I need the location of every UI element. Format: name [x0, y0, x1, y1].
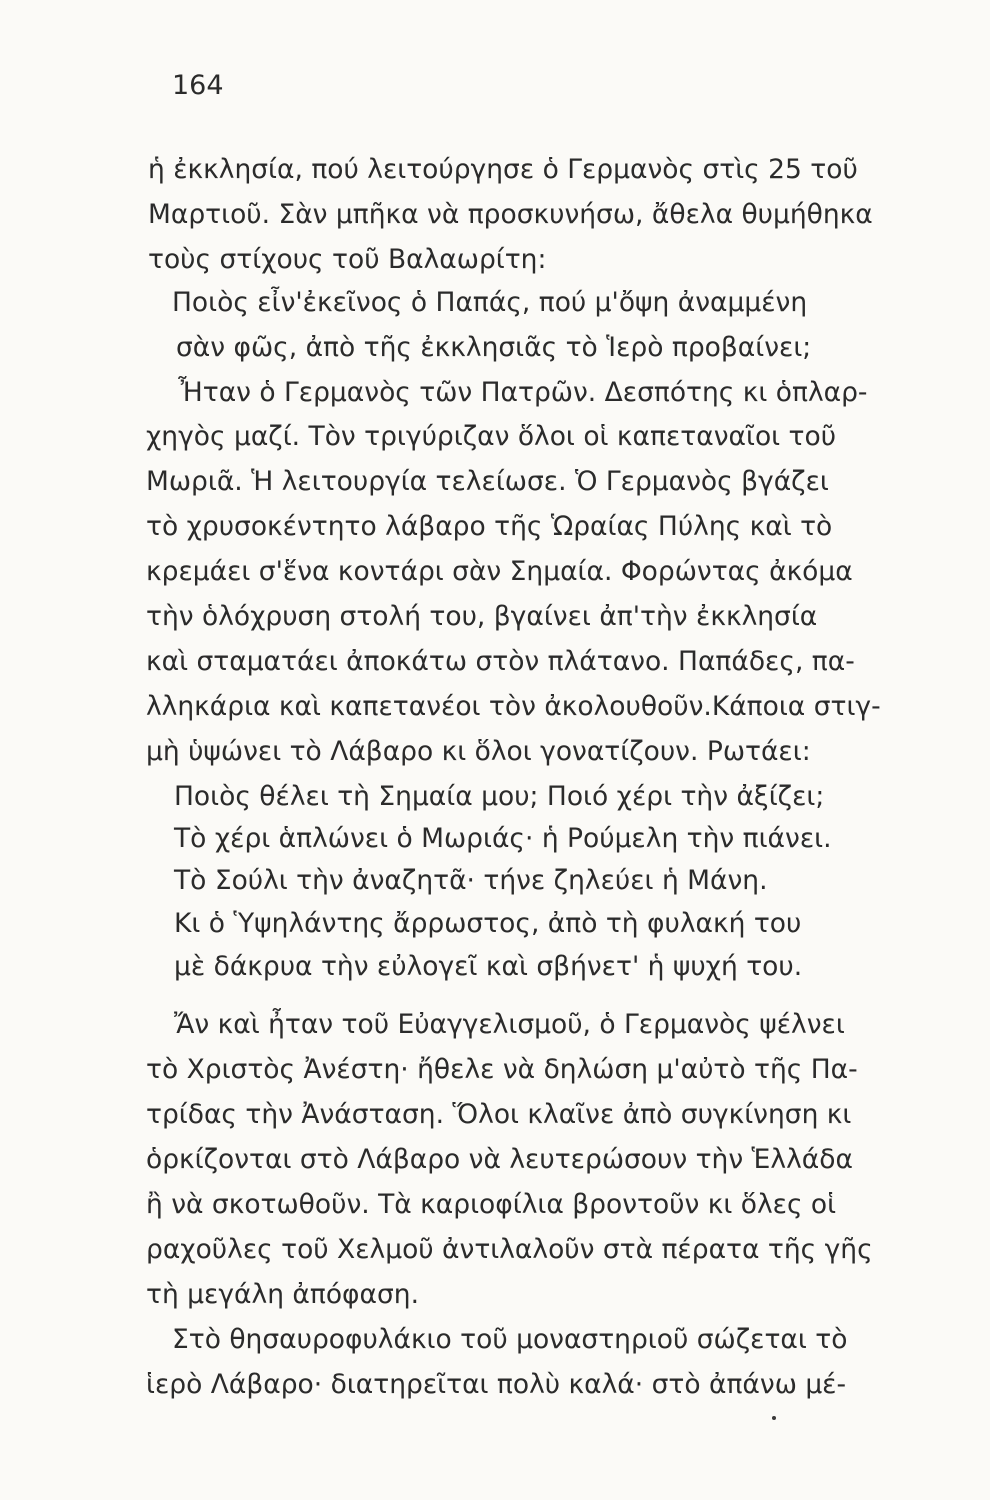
text-line: καὶ σταματάει ἀποκάτω στὸν πλάτανο. Παπάδες, πα- [146, 646, 855, 677]
text-line: τοὺς στίχους τοῦ Βαλαωρίτη: [148, 244, 547, 275]
verse-line: Ποιὸς εἶν'ἐκεῖνος ὁ Παπάς, πού μ'ὄψη ἀναμμένη [172, 287, 808, 318]
verse-line: σὰν φῶς, ἀπὸ τῆς ἐκκλησιᾶς τὸ Ἱερὸ προβαίνει; [176, 332, 812, 363]
text-line: ἡ ἐκκλησία, πού λειτούργησε ὁ Γερμανὸς στὶς 25 τοῦ [148, 154, 858, 185]
text-line: Ἦταν ὁ Γερμανὸς τῶν Πατρῶν. Δεσπότης κι ὁπλαρ- [178, 377, 868, 408]
text-line: ὁρκίζονται στὸ Λάβαρο νὰ λευτερώσουν τὴν Ἑλλάδα [146, 1144, 853, 1175]
verse-line: Τὸ χέρι ἁπλώνει ὁ Μωριάς· ἡ Ρούμελη τὴν πιάνει. [174, 823, 832, 854]
verse-line: Κι ὁ Ὑψηλάντης ἄρρωστος, ἀπὸ τὴ φυλακή του [174, 908, 802, 939]
verse-line: μὲ δάκρυα τὴν εὐλογεῖ καὶ σβήνετ' ἡ ψυχή του. [174, 951, 803, 982]
text-line: Ἄν καὶ ἦταν τοῦ Εὐαγγελισμοῦ, ὁ Γερμανὸς ψέλνει [174, 1009, 845, 1040]
text-line: τὴ μεγάλη ἀπόφαση. [146, 1279, 420, 1310]
text-line: ἱερὸ Λάβαρο· διατηρεῖται πολὺ καλά· στὸ ἀπάνω μέ- [146, 1369, 847, 1400]
text-line: ραχοῦλες τοῦ Χελμοῦ ἀντιλαλοῦν στὰ πέρατα τῆς γῆς [146, 1234, 873, 1265]
text-line: Μωριᾶ. Ἡ λειτουργία τελείωσε. Ὁ Γερμανὸς βγάζει [146, 466, 829, 497]
text-line: κρεμάει σ'ἕνα κοντάρι σὰν Σημαία. Φορώντας ἀκόμα [146, 556, 853, 587]
page-number: 164 [172, 70, 224, 101]
text-line: τὸ χρυσοκέντητο λάβαρο τῆς Ὡραίας Πύλης καὶ τὸ [146, 511, 833, 542]
text-line: τρίδας τὴν Ἀνάσταση. Ὅλοι κλαῖνε ἀπὸ συγκίνηση κι [146, 1099, 852, 1130]
text-line: χηγὸς μαζί. Τὸν τριγύριζαν ὅλοι οἱ καπεταναῖοι τοῦ [146, 421, 837, 452]
text-line: μὴ ὑψώνει τὸ Λάβαρο κι ὅλοι γονατίζουν. Ρωτάει: [146, 736, 811, 767]
text-line: τὸ Χριστὸς Ἀνέστη· ἤθελε νὰ δηλώση μ'αὐτὸ τῆς Πα- [146, 1054, 858, 1085]
verse-line: Ποιὸς θέλει τὴ Σημαία μου; Ποιό χέρι τὴν ἀξίζει; [174, 781, 825, 812]
print-speck [772, 1416, 776, 1420]
text-line: τὴν ὁλόχρυση στολή του, βγαίνει ἀπ'τὴν ἐκκλησία [146, 601, 818, 632]
text-line: λληκάρια καὶ καπετανέοι τὸν ἀκολουθοῦν.Κάποια στιγ- [146, 691, 881, 722]
verse-line: Τὸ Σούλι τὴν ἀναζητᾶ· τήνε ζηλεύει ἡ Μάνη. [174, 865, 768, 896]
text-line: Μαρτιοῦ. Σὰν μπῆκα νὰ προσκυνήσω, ἄθελα θυμήθηκα [148, 199, 873, 230]
text-line: Στὸ θησαυροφυλάκιο τοῦ μοναστηριοῦ σώζεται τὸ [172, 1324, 848, 1355]
text-line: ἢ νὰ σκοτωθοῦν. Τὰ καριοφίλια βροντοῦν κι ὅλες οἱ [146, 1189, 837, 1220]
